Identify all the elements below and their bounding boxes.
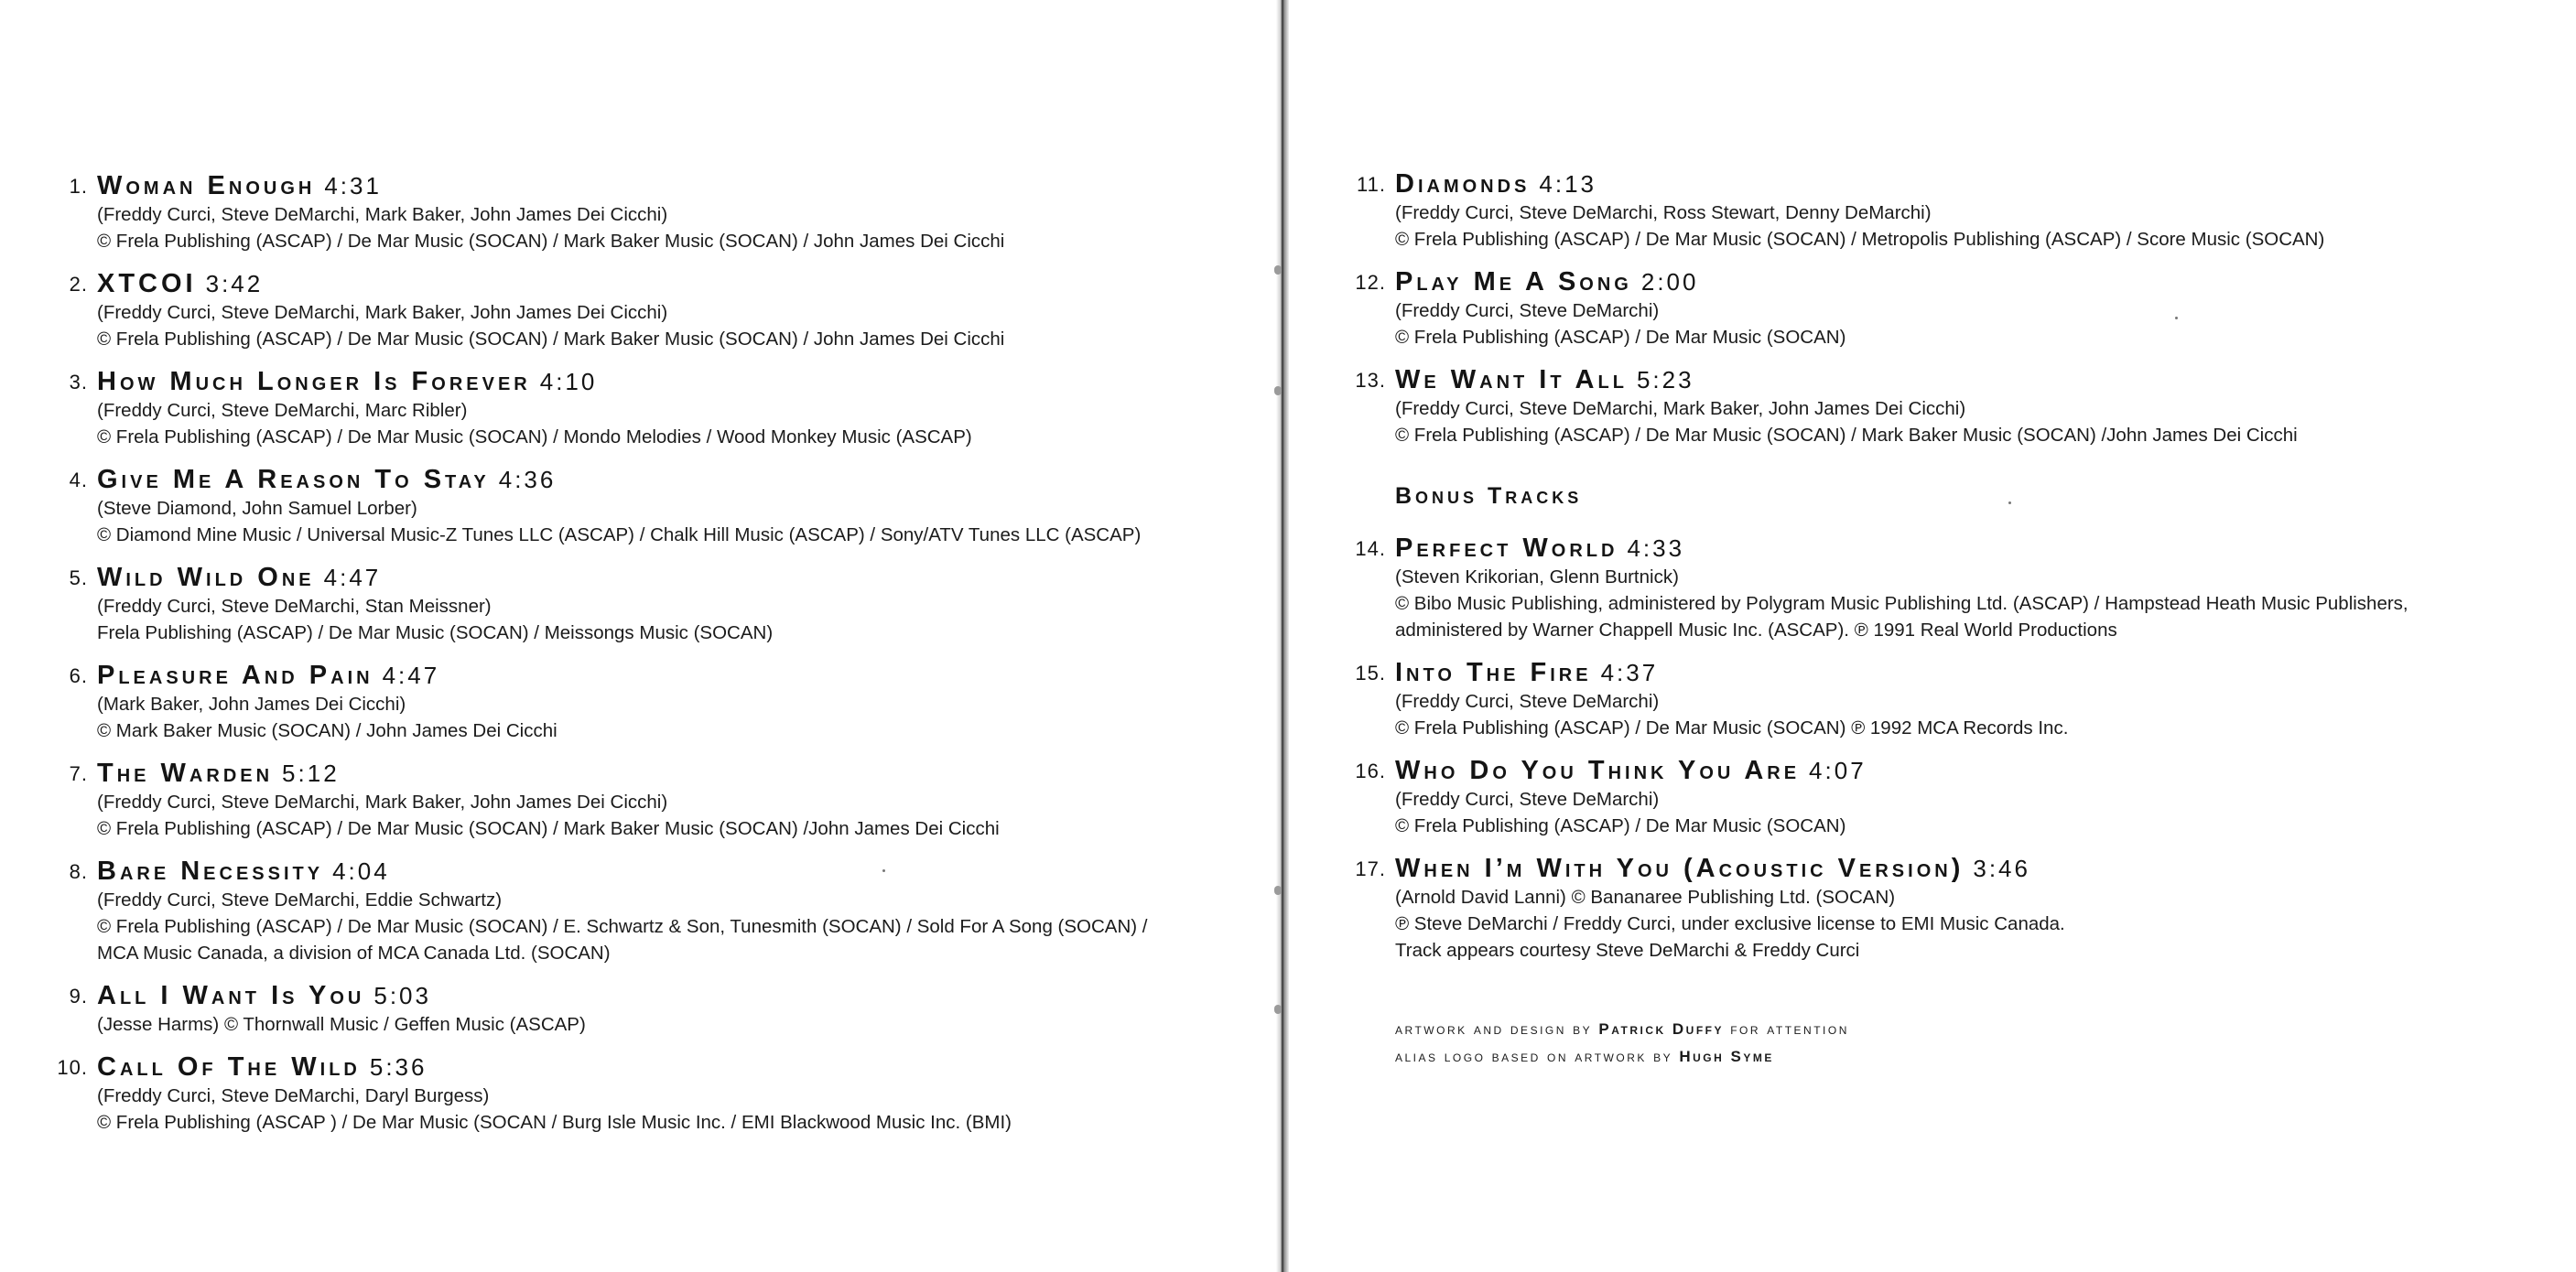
- track-number: 12.: [1355, 271, 1386, 294]
- track-duration: 4:47: [323, 564, 382, 591]
- track-number: 13.: [1355, 369, 1386, 392]
- track-duration: 5:23: [1636, 366, 1694, 393]
- track-writers: (Mark Baker, John James Dei Cicchi): [97, 694, 406, 715]
- track-duration: 5:12: [282, 760, 340, 787]
- bonus-tracks-heading: Bonus Tracks: [1395, 483, 1583, 509]
- track-publishing: © Diamond Mine Music / Universal Music-Z Tunes LLC (ASCAP) / Chalk Hill Music (ASCAP) / Sony/ATV Tunes LLC (ASCAP): [97, 524, 1142, 545]
- track-writers: (Freddy Curci, Steve DeMarchi, Mark Baker, John James Dei Cicchi): [97, 302, 668, 323]
- credit-text: for attention: [1730, 1020, 1849, 1038]
- track-writers: (Jesse Harms) © Thornwall Music / Geffen Music (ASCAP): [97, 1014, 586, 1035]
- track-title-line: [97, 366, 1269, 397]
- track-publishing: ℗ Steve DeMarchi / Freddy Curci, under exclusive license to EMI Music Canada.: [1395, 913, 2065, 934]
- track-title: When I’m With You (Acoustic Version): [1395, 854, 1964, 883]
- track-writers: (Freddy Curci, Steve DeMarchi, Mark Baker, John James Dei Cicchi): [97, 204, 668, 225]
- track-writers: (Freddy Curci, Steve DeMarchi): [1395, 789, 1660, 810]
- track-title-line: [97, 758, 1269, 789]
- track-writers: (Freddy Curci, Steve DeMarchi): [1395, 691, 1660, 712]
- track-item: [51, 464, 1269, 548]
- track-number: 7.: [69, 762, 88, 785]
- track-duration: 4:33: [1627, 534, 1685, 562]
- track-duration: 4:04: [332, 857, 390, 885]
- track-publishing: © Frela Publishing (ASCAP) / De Mar Music (SOCAN) / Mark Baker Music (SOCAN) / John James Dei Cicchi: [97, 231, 1005, 252]
- track-title-line: [97, 980, 1269, 1011]
- track-title-line: [1395, 657, 2567, 688]
- track-writers: (Steven Krikorian, Glenn Burtnick): [1395, 566, 1679, 587]
- track-publishing: © Frela Publishing (ASCAP) / De Mar Music (SOCAN) ℗ 1992 MCA Records Inc.: [1395, 717, 2069, 738]
- track-number: 14.: [1355, 537, 1386, 560]
- track-title: Pleasure And Pain: [97, 661, 373, 690]
- artwork-credits: [1395, 1016, 1849, 1071]
- track-title: Into The Fire: [1395, 658, 1592, 687]
- track-number: 6.: [69, 664, 88, 687]
- print-speck: [2008, 501, 2011, 504]
- track-title: Call Of The Wild: [97, 1052, 361, 1082]
- track-number: 17.: [1355, 857, 1386, 880]
- track-number: 11.: [1357, 173, 1386, 196]
- credit-text: artwork and design by: [1395, 1020, 1593, 1038]
- track-duration: 4:07: [1809, 757, 1867, 784]
- track-item: [1349, 755, 2567, 839]
- track-publishing: © Frela Publishing (ASCAP ) / De Mar Music (SOCAN / Burg Isle Music Inc. / EMI Blackwood Music Inc. (BMI): [97, 1112, 1012, 1133]
- artwork-credit-line: [1395, 1016, 1849, 1043]
- track-title-line: [97, 464, 1269, 495]
- track-item: [1349, 168, 2567, 253]
- track-writers: (Freddy Curci, Steve DeMarchi, Marc Ribler): [97, 400, 468, 421]
- tracklist-left: [51, 170, 1269, 1149]
- track-publishing-continued: MCA Music Canada, a division of MCA Canada Ltd. (SOCAN): [97, 943, 611, 964]
- print-speck: [882, 869, 885, 872]
- credit-artist-name: Hugh Syme: [1679, 1048, 1774, 1065]
- track-number: 4.: [69, 469, 88, 491]
- track-publishing: © Frela Publishing (ASCAP) / De Mar Music (SOCAN): [1395, 815, 1846, 836]
- credit-artist-name: Patrick Duffy: [1598, 1020, 1724, 1038]
- track-duration: 4:47: [382, 662, 440, 689]
- track-number: 3.: [69, 371, 88, 393]
- track-duration: 5:03: [373, 982, 431, 1009]
- track-item: [51, 856, 1269, 966]
- track-publishing: Frela Publishing (ASCAP) / De Mar Music (SOCAN) / Meissongs Music (SOCAN): [97, 622, 774, 643]
- track-publishing: © Frela Publishing (ASCAP) / De Mar Music (SOCAN): [1395, 327, 1846, 348]
- print-speck: [2175, 317, 2178, 319]
- track-writers: (Freddy Curci, Steve DeMarchi, Mark Baker, John James Dei Cicchi): [1395, 398, 1966, 419]
- track-title: XTCOI: [97, 269, 197, 298]
- track-number: 16.: [1355, 760, 1386, 782]
- track-title: Who Do You Think You Are: [1395, 756, 1801, 785]
- track-number: 1.: [69, 175, 88, 198]
- track-title-line: [1395, 266, 2567, 297]
- track-publishing: © Frela Publishing (ASCAP) / De Mar Music (SOCAN) / Mark Baker Music (SOCAN) /John James Dei Cicchi: [1395, 425, 2298, 446]
- track-item: [1349, 364, 2567, 448]
- track-item: [51, 758, 1269, 842]
- track-title-line: [1395, 364, 2567, 395]
- track-duration: 4:10: [539, 368, 598, 395]
- track-item: [1349, 853, 2567, 964]
- track-title-line: [97, 170, 1269, 201]
- track-item: [1349, 266, 2567, 350]
- track-title: Play Me A Song: [1395, 267, 1632, 296]
- track-item: [51, 366, 1269, 450]
- track-duration: 3:42: [205, 270, 264, 297]
- track-publishing-continued: administered by Warner Chappell Music Inc. (ASCAP). ℗ 1991 Real World Productions: [1395, 620, 2117, 641]
- track-title: We Want It All: [1395, 365, 1628, 394]
- staple-mark: [1274, 386, 1282, 395]
- track-title-line: [97, 562, 1269, 593]
- track-title-line: [1395, 533, 2567, 564]
- track-writers: (Freddy Curci, Steve DeMarchi, Ross Stewart, Denny DeMarchi): [1395, 202, 1932, 223]
- track-number: 10.: [57, 1056, 88, 1079]
- track-title: How Much Longer Is Forever: [97, 367, 531, 396]
- track-writers: (Freddy Curci, Steve DeMarchi, Mark Baker, John James Dei Cicchi): [97, 792, 668, 813]
- tracklist-right: [1349, 168, 2567, 462]
- track-title-line: [97, 268, 1269, 299]
- credit-text: alias logo based on artwork by: [1395, 1048, 1673, 1065]
- track-title: Wild Wild One: [97, 563, 315, 592]
- staple-mark: [1274, 1005, 1282, 1014]
- logo-credit-line: [1395, 1043, 1849, 1071]
- track-item: [51, 170, 1269, 254]
- track-item: [51, 660, 1269, 744]
- track-duration: 2:00: [1640, 268, 1699, 296]
- track-title-line: [97, 660, 1269, 691]
- track-writers: (Freddy Curci, Steve DeMarchi): [1395, 300, 1660, 321]
- track-publishing: © Frela Publishing (ASCAP) / De Mar Music (SOCAN) / E. Schwartz & Son, Tunesmith (SOCAN) / Sold For A Song (SOCAN) /: [97, 916, 1148, 937]
- tracklist-bonus: [1349, 533, 2567, 977]
- track-number: 15.: [1355, 662, 1386, 685]
- track-publishing: © Frela Publishing (ASCAP) / De Mar Music (SOCAN) / Mark Baker Music (SOCAN) /John James Dei Cicchi: [97, 818, 1000, 839]
- track-publishing: © Mark Baker Music (SOCAN) / John James Dei Cicchi: [97, 720, 557, 741]
- staple-mark: [1274, 265, 1282, 275]
- track-writers: (Arnold David Lanni) © Bananaree Publishing Ltd. (SOCAN): [1395, 887, 1896, 908]
- track-title-line: [1395, 853, 2567, 884]
- track-item: [1349, 533, 2567, 643]
- track-duration: 5:36: [369, 1053, 428, 1081]
- track-publishing: © Frela Publishing (ASCAP) / De Mar Music (SOCAN) / Mondo Melodies / Wood Monkey Music (ASCAP): [97, 426, 972, 447]
- track-title-line: [97, 856, 1269, 887]
- track-writers: (Freddy Curci, Steve DeMarchi, Stan Meissner): [97, 596, 492, 617]
- track-title: Diamonds: [1395, 169, 1531, 199]
- track-title: Perfect World: [1395, 534, 1618, 563]
- track-duration: 4:13: [1539, 170, 1596, 198]
- track-title-line: [1395, 755, 2567, 786]
- track-title-line: [1395, 168, 2567, 199]
- track-duration: 4:36: [498, 466, 557, 493]
- track-writers: (Steve Diamond, John Samuel Lorber): [97, 498, 417, 519]
- track-publishing: © Bibo Music Publishing, administered by Polygram Music Publishing Ltd. (ASCAP) / Hampstead Heath Music Publishers,: [1395, 593, 2408, 614]
- track-item: [51, 1051, 1269, 1136]
- track-title-line: [97, 1051, 1269, 1083]
- staple-mark: [1274, 886, 1282, 895]
- track-number: 9.: [69, 985, 88, 1008]
- track-duration: 4:31: [324, 172, 382, 199]
- track-duration: 4:37: [1600, 659, 1659, 686]
- booklet-spine: [1276, 0, 1289, 1272]
- track-publishing: © Frela Publishing (ASCAP) / De Mar Music (SOCAN) / Mark Baker Music (SOCAN) / John James Dei Cicchi: [97, 329, 1005, 350]
- track-title: Give Me A Reason To Stay: [97, 465, 490, 494]
- track-title: The Warden: [97, 759, 274, 788]
- track-number: 5.: [69, 566, 88, 589]
- track-publishing: © Frela Publishing (ASCAP) / De Mar Music (SOCAN) / Metropolis Publishing (ASCAP) / Score Music (SOCAN): [1395, 229, 2325, 250]
- track-item: [51, 562, 1269, 646]
- track-title: All I Want Is You: [97, 981, 365, 1010]
- track-duration: 3:46: [1973, 855, 2030, 882]
- track-title: Bare Necessity: [97, 857, 324, 886]
- track-item: [1349, 657, 2567, 741]
- track-item: [51, 268, 1269, 352]
- track-number: 2.: [69, 273, 88, 296]
- track-title: Woman Enough: [97, 171, 316, 200]
- track-item: [51, 980, 1269, 1038]
- track-writers: (Freddy Curci, Steve DeMarchi, Daryl Burgess): [97, 1085, 490, 1106]
- track-publishing-continued: Track appears courtesy Steve DeMarchi & Freddy Curci: [1395, 940, 1860, 961]
- track-writers: (Freddy Curci, Steve DeMarchi, Eddie Schwartz): [97, 889, 503, 911]
- track-number: 8.: [69, 860, 88, 883]
